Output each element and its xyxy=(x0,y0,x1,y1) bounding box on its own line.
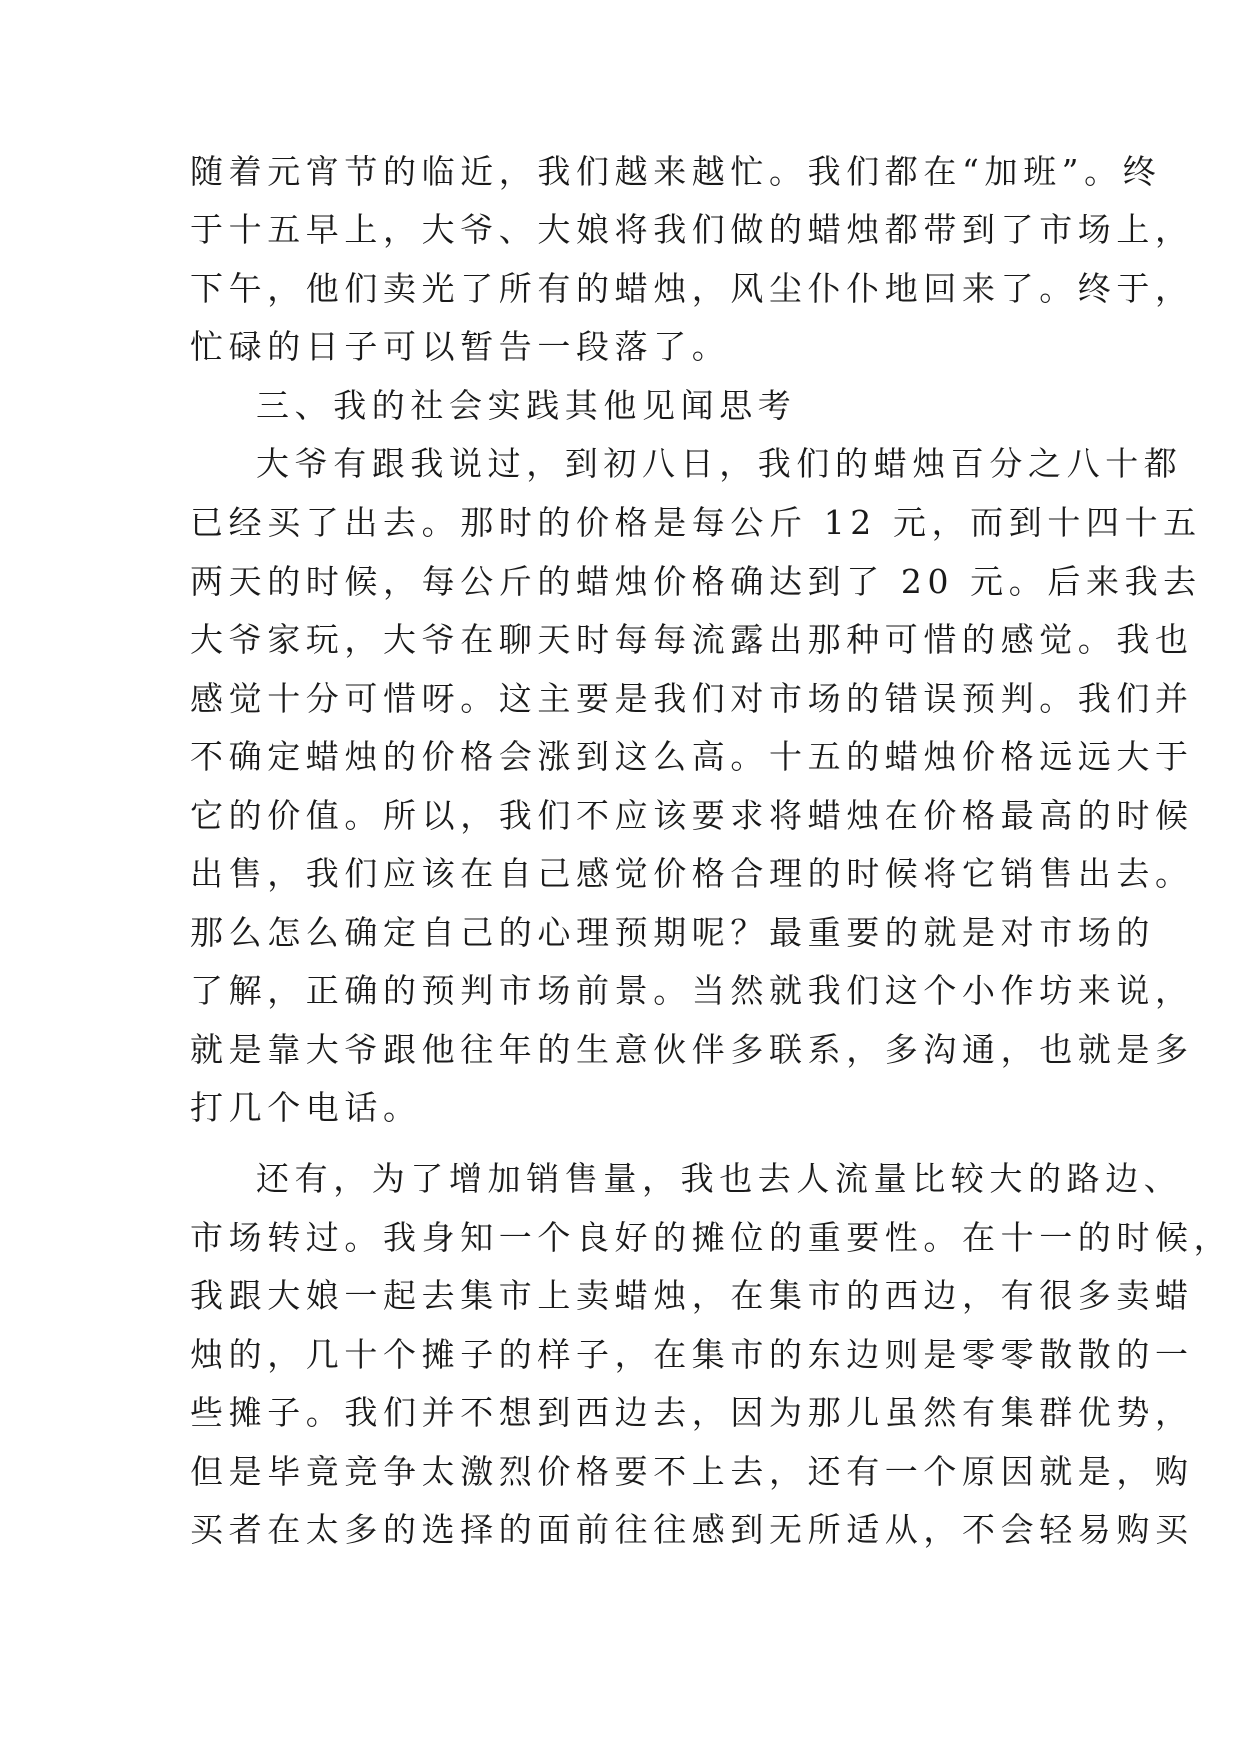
text-line: 还有，为了增加销售量，我也去人流量比较大的路边、 xyxy=(256,1159,1183,1198)
text-line: 了解，正确的预判市场前景。当然就我们这个小作坊来说， xyxy=(190,971,1194,1010)
text-line: 就是靠大爷跟他往年的生意伙伴多联系，多沟通，也就是多 xyxy=(190,1030,1194,1069)
text-line: 些摊子。我们并不想到西边去，因为那儿虽然有集群优势， xyxy=(190,1393,1194,1432)
text-line: 两天的时候，每公斤的蜡烛价格确达到了 20 元。后来我去 xyxy=(190,562,1202,601)
text-line: 它的价值。所以，我们不应该要求将蜡烛在价格最高的时候 xyxy=(190,796,1194,835)
text-line: 烛的，几十个摊子的样子，在集市的东边则是零零散散的一 xyxy=(190,1335,1194,1374)
text-line: 于十五早上，大爷、大娘将我们做的蜡烛都带到了市场上， xyxy=(190,210,1194,249)
section-heading: 三、我的社会实践其他见闻思考 xyxy=(256,386,797,425)
text-line: 市场转过。我身知一个良好的摊位的重要性。在十一的时候， xyxy=(190,1218,1233,1257)
text-line: 已经买了出去。那时的价格是每公斤 12 元，而到十四十五 xyxy=(190,503,1202,542)
text-line: 但是毕竟竞争太激烈价格要不上去，还有一个原因就是，购 xyxy=(190,1452,1194,1491)
text-line: 忙碌的日子可以暂告一段落了。 xyxy=(190,327,731,366)
text-line: 大爷有跟我说过，到初八日，我们的蜡烛百分之八十都 xyxy=(256,444,1183,483)
text-line: 感觉十分可惜呀。这主要是我们对市场的错误预判。我们并 xyxy=(190,679,1194,718)
text-line: 我跟大娘一起去集市上卖蜡烛，在集市的西边，有很多卖蜡 xyxy=(190,1276,1194,1315)
text-line: 那么怎么确定自己的心理预期呢？最重要的就是对市场的 xyxy=(190,913,1155,952)
text-line: 打几个电话。 xyxy=(190,1088,422,1127)
text-line: 不确定蜡烛的价格会涨到这么高。十五的蜡烛价格远远大于 xyxy=(190,737,1194,776)
text-line: 出售，我们应该在自己感觉价格合理的时候将它销售出去。 xyxy=(190,854,1194,893)
text-line: 大爷家玩，大爷在聊天时每每流露出那种可惜的感觉。我也 xyxy=(190,620,1194,659)
text-line: 买者在太多的选择的面前往往感到无所适从，不会轻易购买 xyxy=(190,1510,1194,1549)
text-line: 随着元宵节的临近，我们越来越忙。我们都在“加班”。终 xyxy=(190,152,1162,191)
text-line: 下午，他们卖光了所有的蜡烛，风尘仆仆地回来了。终于， xyxy=(190,269,1194,308)
